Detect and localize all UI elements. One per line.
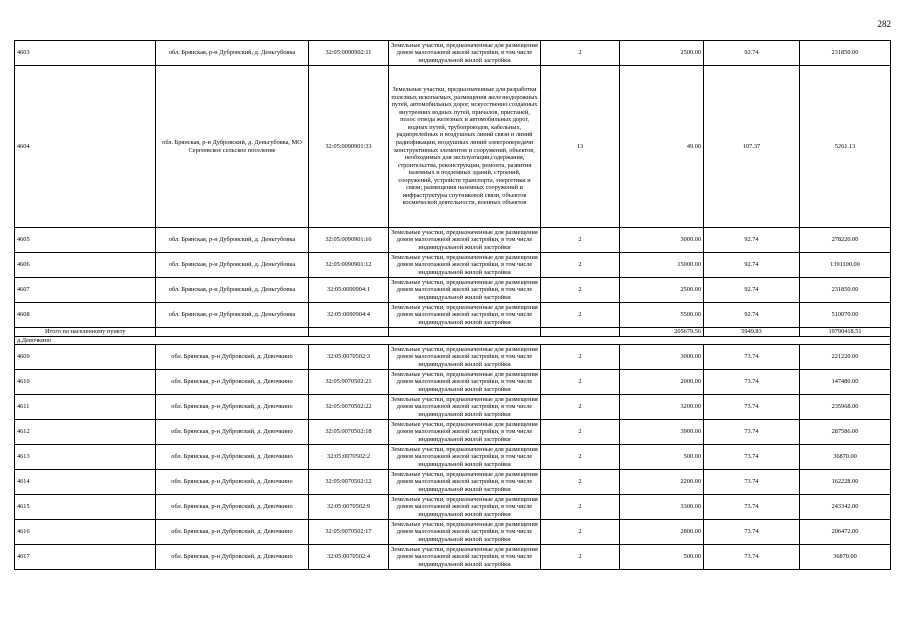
row-number: 4614 — [15, 470, 156, 495]
land-use-cell: Земельные участки, предназначенные для размещения домов малоэтажной жилой застройки, в том числе индивидуальной жилой застройки — [389, 278, 541, 303]
land-use-cell: Земельные участки, предназначенные для размещения домов малоэтажной жилой застройки, в том числе индивидуальной жилой застройки — [389, 520, 541, 545]
row-number: 4615 — [15, 495, 156, 520]
land-use-cell: Земельные участки, предназначенные для размещения домов малоэтажной жилой застройки, в том числе индивидуальной жилой застройки — [389, 470, 541, 495]
use-code-cell: 2 — [541, 420, 620, 445]
address-cell: обл. Брянская, р-н Дубровский, д. Девочкино — [156, 370, 309, 395]
address-cell: обл. Брянская, р-н Дубровский, д. Девочкино — [156, 345, 309, 370]
rate-cell: 73.74 — [704, 520, 800, 545]
use-code-cell: 2 — [541, 253, 620, 278]
land-use-cell: Земельные участки, предназначенные для размещения домов малоэтажной жилой застройки, в том числе индивидуальной жилой застройки — [389, 303, 541, 328]
cadastral-value-cell: 235968.00 — [800, 395, 891, 420]
use-code-cell: 2 — [541, 345, 620, 370]
use-code-cell: 2 — [541, 470, 620, 495]
use-code-cell: 2 — [541, 395, 620, 420]
table-row — [15, 303, 891, 328]
row-number: 4613 — [15, 445, 156, 470]
area-cell: 5500.00 — [620, 303, 704, 328]
rate-cell: 73.74 — [704, 420, 800, 445]
total-empty-cell — [389, 328, 541, 337]
area-cell: 2000.00 — [620, 370, 704, 395]
cadastral-value-cell: 221220.00 — [800, 345, 891, 370]
address-cell: обл. Брянская, р-н Дубровский, д. Деньгубовка — [156, 228, 309, 253]
table-row — [15, 545, 891, 570]
land-use-cell: Земельные участки, предназначенные для размещения домов малоэтажной жилой застройки, в том числе индивидуальной жилой застройки — [389, 545, 541, 570]
cadastral-value-cell: 510070.00 — [800, 303, 891, 328]
cadastral-value-cell: 231850.00 — [800, 41, 891, 66]
row-number: 4604 — [15, 66, 156, 228]
table-row — [15, 345, 891, 370]
table-row — [15, 395, 891, 420]
total-value: 19790418.51 — [800, 328, 891, 337]
use-code-cell: 2 — [541, 545, 620, 570]
row-number: 4617 — [15, 545, 156, 570]
area-cell: 500.00 — [620, 445, 704, 470]
rate-cell: 92.74 — [704, 228, 800, 253]
address-cell: обл. Брянская, р-н Дубровский, д. Деньгубовка — [156, 303, 309, 328]
cadastral-value-cell: 1391100.00 — [800, 253, 891, 278]
use-code-cell: 2 — [541, 445, 620, 470]
rate-cell: 73.74 — [704, 545, 800, 570]
row-number: 4610 — [15, 370, 156, 395]
cadastral-number-cell: 32:05:0090901:16 — [309, 228, 389, 253]
use-code-cell: 2 — [541, 370, 620, 395]
address-cell: обл. Брянская, р-н Дубровский, д. Деньгубовка, МО Сергеевское сельское поселение — [156, 66, 309, 228]
row-number: 4606 — [15, 253, 156, 278]
total-empty-cell — [156, 328, 309, 337]
row-number: 4603 — [15, 41, 156, 66]
cadastral-value-cell: 5261.13 — [800, 66, 891, 228]
rate-cell: 73.74 — [704, 395, 800, 420]
table-row — [15, 278, 891, 303]
area-cell: 3000.00 — [620, 345, 704, 370]
row-number: 4605 — [15, 228, 156, 253]
total-label: Итого по населенному пункту — [15, 328, 156, 337]
address-cell: обл. Брянская, р-н Дубровский, д. Девочкино — [156, 470, 309, 495]
area-cell: 500.00 — [620, 545, 704, 570]
table-body-top — [15, 41, 891, 328]
area-cell: 3200.00 — [620, 395, 704, 420]
cadastral-value-cell: 147480.00 — [800, 370, 891, 395]
cadastral-number-cell: 32:05:0070502:21 — [309, 370, 389, 395]
use-code-cell: 2 — [541, 303, 620, 328]
cadastral-value-cell: 36870.00 — [800, 545, 891, 570]
rate-cell: 73.74 — [704, 445, 800, 470]
use-code-cell: 2 — [541, 495, 620, 520]
row-number: 4608 — [15, 303, 156, 328]
page-number: 282 — [877, 19, 891, 29]
table-body-bottom — [15, 336, 891, 570]
land-use-cell: Земельные участки, предназначенные для разработки полезных ископаемых, размещения железнодорожных путей, автомобильных дорог, искусственно созданных внутренних водных путей, причалов, пристаней, полос отвода железных и автомобильных дорог, водных путей, трубопроводов, кабельных, радиорелейных и воздушных линий связи и линий радиофикации, воздушных линий электропередачи конструктивных элементов и сооружений, объектов, необходимых для эксплуатации,содержания, строительства, реконструкции, ремонта, развития наземных и подземных зданий, строений, сооружений, устройств транспорта, энергетики и связи; размещения наземных сооружений и инфраструктуры спутниковой связи, объектов космической деятельности, военных объектов — [389, 66, 541, 228]
table-row — [15, 520, 891, 545]
cadastral-value-cell: 278220.00 — [800, 228, 891, 253]
settlement-name: д.Девочкино — [15, 336, 891, 345]
rate-cell: 73.74 — [704, 345, 800, 370]
address-cell: обл. Брянская, р-н Дубровский, д. Девочкино — [156, 420, 309, 445]
cadastral-value-cell: 243342.00 — [800, 495, 891, 520]
cadastral-number-cell: 32:05:0070502:22 — [309, 395, 389, 420]
area-cell: 3000.00 — [620, 228, 704, 253]
row-number: 4607 — [15, 278, 156, 303]
table-body-total — [15, 328, 891, 337]
area-cell: 3300.00 — [620, 495, 704, 520]
settlement-total-row — [15, 328, 891, 337]
land-use-cell: Земельные участки, предназначенные для размещения домов малоэтажной жилой застройки, в том числе индивидуальной жилой застройки — [389, 370, 541, 395]
total-rate: 5949.83 — [704, 328, 800, 337]
table-row — [15, 420, 891, 445]
cadastral-number-cell: 32:05:0090902:11 — [309, 41, 389, 66]
address-cell: обл. Брянская, р-н Дубровский, д. Деньгубовка — [156, 278, 309, 303]
cadastral-value-cell: 162228.00 — [800, 470, 891, 495]
rate-cell: 92.74 — [704, 278, 800, 303]
land-use-cell: Земельные участки, предназначенные для размещения домов малоэтажной жилой застройки, в том числе индивидуальной жилой застройки — [389, 253, 541, 278]
row-number: 4609 — [15, 345, 156, 370]
land-use-cell: Земельные участки, предназначенные для размещения домов малоэтажной жилой застройки, в том числе индивидуальной жилой застройки — [389, 345, 541, 370]
table-row — [15, 445, 891, 470]
table-row — [15, 228, 891, 253]
table-row — [15, 253, 891, 278]
cadastral-number-cell: 32:05:0070502:2 — [309, 445, 389, 470]
cadastral-number-cell: 32:05:0090901:33 — [309, 66, 389, 228]
area-cell: 3900.00 — [620, 420, 704, 445]
land-use-cell: Земельные участки, предназначенные для размещения домов малоэтажной жилой застройки, в том числе индивидуальной жилой застройки — [389, 445, 541, 470]
address-cell: обл. Брянская, р-н Дубровский, д. Девочкино — [156, 445, 309, 470]
rate-cell: 73.74 — [704, 470, 800, 495]
rate-cell: 92.74 — [704, 41, 800, 66]
rate-cell: 107.37 — [704, 66, 800, 228]
row-number: 4616 — [15, 520, 156, 545]
total-empty-cell — [541, 328, 620, 337]
land-use-cell: Земельные участки, предназначенные для размещения домов малоэтажной жилой застройки, в том числе индивидуальной жилой застройки — [389, 495, 541, 520]
area-cell: 2200.00 — [620, 470, 704, 495]
cadastral-value-cell: 231850.00 — [800, 278, 891, 303]
use-code-cell: 2 — [541, 41, 620, 66]
table-row — [15, 41, 891, 66]
use-code-cell: 2 — [541, 228, 620, 253]
rate-cell: 73.74 — [704, 495, 800, 520]
cadastral-value-cell: 206472.00 — [800, 520, 891, 545]
row-number: 4612 — [15, 420, 156, 445]
area-cell: 49.00 — [620, 66, 704, 228]
rate-cell: 92.74 — [704, 253, 800, 278]
total-area: 205679.56 — [620, 328, 704, 337]
cadastral-number-cell: 32:05:0090901:12 — [309, 253, 389, 278]
rate-cell: 73.74 — [704, 370, 800, 395]
cadastral-number-cell: 32:05:0070502:17 — [309, 520, 389, 545]
cadastral-value-cell: 36870.00 — [800, 445, 891, 470]
cadastral-number-cell: 32:05:0090904:1 — [309, 278, 389, 303]
use-code-cell: 13 — [541, 66, 620, 228]
cadastral-number-cell: 32:05:0070502:12 — [309, 470, 389, 495]
table-row — [15, 495, 891, 520]
area-cell: 2500.00 — [620, 41, 704, 66]
address-cell: обл. Брянская, р-н Дубровский, д. Девочкино — [156, 545, 309, 570]
land-use-cell: Земельные участки, предназначенные для размещения домов малоэтажной жилой застройки, в том числе индивидуальной жилой застройки — [389, 228, 541, 253]
address-cell: обл. Брянская, р-н Дубровский, д. Девочкино — [156, 495, 309, 520]
area-cell: 15000.00 — [620, 253, 704, 278]
use-code-cell: 2 — [541, 520, 620, 545]
cadastral-value-cell: 287586.00 — [800, 420, 891, 445]
use-code-cell: 2 — [541, 278, 620, 303]
table-row — [15, 370, 891, 395]
land-use-cell: Земельные участки, предназначенные для размещения домов малоэтажной жилой застройки, в том числе индивидуальной жилой застройки — [389, 395, 541, 420]
cadastral-number-cell: 32:05:0070502:9 — [309, 495, 389, 520]
table-row — [15, 470, 891, 495]
total-empty-cell — [309, 328, 389, 337]
area-cell: 2500.00 — [620, 278, 704, 303]
settlement-header-row — [15, 336, 891, 345]
land-registry-table — [14, 40, 891, 570]
land-use-cell: Земельные участки, предназначенные для размещения домов малоэтажной жилой застройки, в том числе индивидуальной жилой застройки — [389, 420, 541, 445]
row-number: 4611 — [15, 395, 156, 420]
address-cell: обл. Брянская, р-н Дубровский, д. Деньгубовка — [156, 253, 309, 278]
address-cell: обл. Брянская, р-н Дубровский, д. Девочкино — [156, 395, 309, 420]
address-cell: обл. Брянская, р-н Дубровский, д. Девочкино — [156, 520, 309, 545]
rate-cell: 92.74 — [704, 303, 800, 328]
cadastral-number-cell: 32:05:0070502:3 — [309, 345, 389, 370]
cadastral-number-cell: 32:05:0090904:4 — [309, 303, 389, 328]
table-row — [15, 66, 891, 228]
address-cell: обл. Брянская, р-н Дубровский, д. Деньгубовка — [156, 41, 309, 66]
area-cell: 2800.00 — [620, 520, 704, 545]
land-use-cell: Земельные участки, предназначенные для размещения домов малоэтажной жилой застройки, в том числе индивидуальной жилой застройки — [389, 41, 541, 66]
cadastral-number-cell: 32:05:0070502:4 — [309, 545, 389, 570]
cadastral-number-cell: 32:05:0070502:18 — [309, 420, 389, 445]
